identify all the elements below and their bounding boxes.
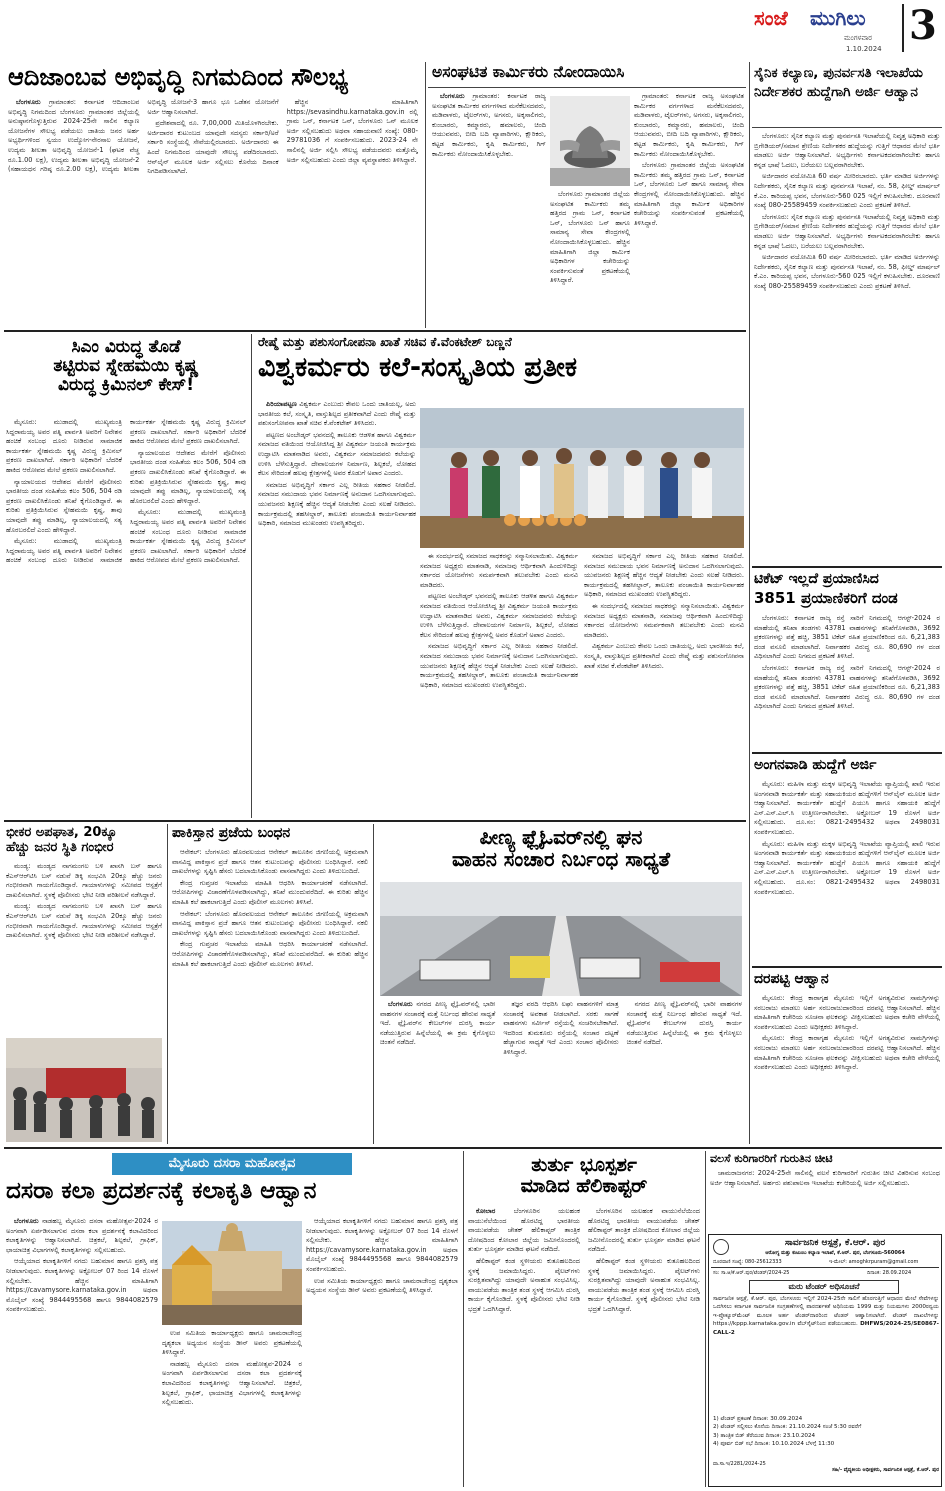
article-ticket: [752, 566, 942, 750]
column-rule: [251, 334, 252, 818]
article-ticket-headline-2: 3851 ಪ್ರಯಾಣಿಕರಿಗೆ ದಂಡ: [754, 588, 898, 607]
article-helicopter-p1: ಬೆಂಗಳೂರಿನ ಯಲಹಂಕ ವಾಯುನೆಲೆಯಿಂದ ಹೊರಟಿದ್ದ ಭಾರತೀಯ ವಾಯುಪಡೆಯ ಚೇತಕ್ ಹೆಲಿಕಾಪ್ಟರ್ ತಾಂತ್ರಿಕ ದೋಷದಿಂದ ಕೋಲಾರ ಜಿಲ್ಲೆಯ ಜಮೀನೊಂದರಲ್ಲಿ ತುರ್ತು ಭೂಸ್ಪರ್ಶ ಮಾಡಿದ ಘಟನೆ ನಡೆದಿದೆ.: [468, 1207, 580, 1254]
notice-migrant-headline: ವಲಸೆ ಕುರಿಗಾರರಿಗೆ ಗುರುತಿನ ಚೀಟಿ: [710, 1152, 833, 1165]
article-dasara: [4, 1151, 460, 1487]
article-accident-headline-1: ಭೀಕರ ಅಪಘಾತ, 20ಕ್ಕೂ: [6, 825, 117, 840]
article-cm-case-p2: ನ್ಯಾಯಾಲಯದ ಆದೇಶದ ಮೇರೆಗೆ ಪೊಲೀಸರು ಭಾರತೀಯ ದಂಡ ಸಂಹಿತೆಯ ಕಲಂ 506, 504 ರಡಿ ಪ್ರಕರಣ ದಾಖಲಿಸಿಕೊಂಡು ತನಿಖೆ ಕೈಗೊಂಡಿದ್ದಾರೆ. ಈ ಕುರಿತು ಪ್ರತಿಕ್ರಿಯಿಸಿರುವ ಸ್ನೇಹಮಯಿ ಕೃಷ್ಣ, ತಾವು ಯಾವುದೇ ತಪ್ಪು ಮಾಡಿಲ್ಲ, ನ್ಯಾಯಾಲಯದಲ್ಲಿ ಸತ್ಯ ಹೊರಬರಲಿದೆ ಎಂದು ಹೇಳಿದ್ದಾರೆ.: [6, 477, 122, 534]
article-helicopter-p2: ಹೆಲಿಕಾಪ್ಟರ್ ಕಂಡ ಸ್ಥಳೀಯರು ಕುತೂಹಲದಿಂದ ಸ್ಥಳಕ್ಕೆ ಜಮಾಯಿಸಿದ್ದರು. ಪೈಲಟ್‌ಗಳು ಸುರಕ್ಷಿತವಾಗಿದ್ದು ಯಾವುದೇ ಅನಾಹುತ ಸಂಭವಿಸಿಲ್ಲ. ವಾಯುಪಡೆಯ ತಾಂತ್ರಿಕ ತಂಡ ಸ್ಥಳಕ್ಕೆ ಆಗಮಿಸಿ ದುರಸ್ತಿ ಕಾರ್ಯ ಕೈಗೊಂಡಿದೆ. ಸ್ಥಳಕ್ಕೆ ಪೊಲೀಸರು ಭೇಟಿ ನೀಡಿ ಭದ್ರತೆ ಒದಗಿಸಿದ್ದಾರೆ.: [468, 1256, 580, 1313]
column-rule: [167, 824, 168, 1144]
article-dasara-p2b: ಆಯ್ಕೆಯಾದ ಕಲಾಕೃತಿಗಳಿಗೆ ನಗದು ಬಹುಮಾನ ಹಾಗೂ ಪ್ರಶಸ್ತಿ ಪತ್ರ ನೀಡಲಾಗುವುದು. ಕಲಾಕೃತಿಗಳನ್ನು ಅಕ್ಟೋಬರ್ 07 ರಿಂದ 14 ರೊಳಗೆ ಸಲ್ಲಿಸಬೇಕು. ಹೆಚ್ಚಿನ ಮಾಹಿತಿಗಾಗಿ https://cavamysore.karnataka.gov.in ಅಥವಾ ಮೊಬೈಲ್ ಸಂಖ್ಯೆ 9844495568 ಹಾಗೂ 9844082579 ಸಂಪರ್ಕಿಸಬಹುದು.: [306, 1217, 458, 1273]
article-vishwakarma-p3: ಸಮಾಜದ ಅಭಿವೃದ್ಧಿಗೆ ಸರ್ಕಾರ ಎಲ್ಲ ರೀತಿಯ ಸಹಕಾರ ನೀಡಲಿದೆ. ಸಮಾಜದ ಸಮುದಾಯ ಭವನ ನಿರ್ಮಾಣಕ್ಕೆ ಅನುದಾನ ಒದಗಿಸಲಾಗುವುದು. ಯುವಜನರು ಶಿಕ್ಷಣಕ್ಕೆ ಹೆಚ್ಚಿನ ಆದ್ಯತೆ ನೀಡಬೇಕು ಎಂದು ಸಲಹೆ ನೀಡಿದರು. ಕಾರ್ಯಕ್ರಮದಲ್ಲಿ ತಹಸೀಲ್ದಾರ್, ತಾಲೂಕು ಪಂಚಾಯಿತಿ ಕಾರ್ಯನಿರ್ವಾಹಕ ಅಧಿಕಾರಿ, ಸಮಾಜದ ಮುಖಂಡರು ಉಪಸ್ಥಿತರಿದ್ದರು.: [258, 480, 416, 528]
ceremony-photo: [420, 408, 744, 548]
tender-ad-schedule-1: 1) ಟೆಂಡರ್ ಪ್ರಕಟಣೆ ದಿನಾಂಕ: 30.09.2024: [713, 1416, 803, 1422]
masthead-logo-part2: ಮುಗಿಲು: [810, 6, 866, 30]
article-accident-headline-2: ಹೆಚ್ಚು ಜನರ ಸ್ಥಿತಿ ಗಂಭೀರ: [6, 839, 114, 855]
tender-ad-schedule-3: 3) ತಾಂತ್ರಿಕ ಬಿಡ್ ತೆರೆಯುವ ದಿನಾಂಕ: 23.10.2024: [713, 1432, 816, 1439]
article-adijambava-p3: ಹೆಚ್ಚಿನ ಮಾಹಿತಿಗಾಗಿ https://sevasindhu.karnataka.gov.in ರಲ್ಲಿ ಗ್ರಾಮ ಒನ್, ಕರ್ನಾಟಕ ಒನ್, ಬೆಂಗಳೂರು ಒನ್ ಮೂಲಕ ಅರ್ಜಿ ಸಲ್ಲಿಸಬಹುದು ಅಥವಾ ಸಹಾಯವಾಣಿ ಸಂಖ್ಯೆ: 080-29781036 ಗೆ ಸಂಪರ್ಕಿಸಬಹುದು. 2023-24 ನೇ ಸಾಲಿನಲ್ಲಿ ಅರ್ಜಿ ಸಲ್ಲಿಸಿ ಸೌಲಭ್ಯ ಪಡೆಯದವರು ಮತ್ತೊಮ್ಮೆ ಅರ್ಜಿ ಸಲ್ಲಿಸಬಹುದು ಎಂದು ಜಿಲ್ಲಾ ವ್ಯವಸ್ಥಾಪಕರು ತಿಳಿಸಿದ್ದಾರೆ.: [286, 98, 418, 164]
tender-ad-phone: ದೂರವಾಣಿ ಸಂಖ್ಯೆ: 080-25612333: [713, 1259, 782, 1265]
article-workers-dateline: ಬೆಂಗಳೂರು: [440, 92, 465, 100]
article-pakistan: [170, 824, 370, 1144]
section-rule: [4, 1147, 942, 1149]
column-rule: [705, 1151, 706, 1487]
article-adijambava-p2: ಪ್ರದೇಶವಾದಲ್ಲಿ ರೂ. 7,00,000 ಮಿತಿಯೊಳಗಿರಬೇಕು. ಅರ್ಜಿದಾರರ ಕುಟುಂಬದ ಯಾವುದೇ ಸದಸ್ಯರು ಸರ್ಕಾರಿ/ಅರೆ ಸರ್ಕಾರಿ ಸಂಸ್ಥೆಯಲ್ಲಿ ಸೇವೆಯಲ್ಲಿರಬಾರದು. ಅರ್ಜಿದಾರರು ಈ ಹಿಂದೆ ನಿಗಮದಿಂದ ಯಾವುದೇ ಸೌಲಭ್ಯ ಪಡೆದಿರಬಾರದು. ಆನ್‌ಲೈನ್ ಮೂಲಕ ಅರ್ಜಿ ಸಲ್ಲಿಸಲು ಕೊನೆಯ ದಿನಾಂಕ ನಿಗದಿಪಡಿಸಲಾಗಿದೆ.: [147, 119, 279, 176]
article-dasara-p1: ನಾಡಹಬ್ಬ ಮೈಸೂರು ದಸರಾ ಮಹೋತ್ಸವ-2024 ರ ಅಂಗವಾಗಿ ಏರ್ಪಡಿಸಲಾಗುವ ದಸರಾ ಕಲಾ ಪ್ರದರ್ಶನಕ್ಕೆ ಕಲಾವಿದರಿಂದ ಕಲಾಕೃತಿಗಳನ್ನು ಆಹ್ವಾನಿಸಲಾಗಿದೆ. ಚಿತ್ರಕಲೆ, ಶಿಲ್ಪಕಲೆ, ಗ್ರಾಫಿಕ್, ಛಾಯಾಚಿತ್ರ ವಿಭಾಗಗಳಲ್ಲಿ ಕಲಾಕೃತಿಗಳನ್ನು ಸಲ್ಲಿಸಬಹುದು.: [6, 1217, 158, 1254]
article-cm-case: [4, 334, 248, 818]
article-dasara-p3: ಉಪ ಸಮಿತಿಯ ಕಾರ್ಯಾಧ್ಯಕ್ಷರು ಹಾಗೂ ಚಾಮರಾಜೇಂದ್ರ ದೃಶ್ಯಕಲಾ ಅಧ್ಯಯನ ಸಂಸ್ಥೆಯ ಡೀನ್ ಅವರು ಪ್ರಕಟಣೆಯಲ್ಲಿ ತಿಳಿಸಿದ್ದಾರೆ.: [306, 1276, 458, 1295]
article-dasara-p2: ಆಯ್ಕೆಯಾದ ಕಲಾಕೃತಿಗಳಿಗೆ ನಗದು ಬಹುಮಾನ ಹಾಗೂ ಪ್ರಶಸ್ತಿ ಪತ್ರ ನೀಡಲಾಗುವುದು. ಕಲಾಕೃತಿಗಳನ್ನು ಅಕ್ಟೋಬರ್ 07 ರಿಂದ 14 ರೊಳಗೆ ಸಲ್ಲಿಸಬೇಕು. ಹೆಚ್ಚಿನ ಮಾಹಿತಿಗಾಗಿ https://cavamysore.karnataka.gov.in ಅಥವಾ ಮೊಬೈಲ್ ಸಂಖ್ಯೆ 9844495568 ಹಾಗೂ 9844082579 ಸಂಪರ್ಕಿಸಬಹುದು.: [6, 1257, 158, 1314]
article-vishwakarma-dateline: ಪಿರಿಯಾಪಟ್ಟಣ: [266, 400, 297, 408]
article-helicopter-p1b: ಬೆಂಗಳೂರಿನ ಯಲಹಂಕ ವಾಯುನೆಲೆಯಿಂದ ಹೊರಟಿದ್ದ ಭಾರತೀಯ ವಾಯುಪಡೆಯ ಚೇತಕ್ ಹೆಲಿಕಾಪ್ಟರ್ ತಾಂತ್ರಿಕ ದೋಷದಿಂದ ಕೋಲಾರ ಜಿಲ್ಲೆಯ ಜಮೀನೊಂದರಲ್ಲಿ ತುರ್ತು ಭೂಸ್ಪರ್ಶ ಮಾಡಿದ ಘಟನೆ ನಡೆದಿದೆ.: [588, 1207, 700, 1254]
article-workers-p1: ಗ್ರಾಮಾಂತರ: ಕರ್ನಾಟಕ ರಾಜ್ಯ ಅಸಂಘಟಿತ ಕಾರ್ಮಿಕರ ವರ್ಗಗಳಾದ ಮನೆಕೆಲಸದವರು, ಮಡಿವಾಳರು, ಟೈಲರ್‌ಗಳು, ಅಗಸರು, ಅಕ್ಕಸಾಲಿಗರು, ಕುಂಬಾರರು, ಕಮ್ಮಾರರು, ಹಮಾಲರು, ಚಿಂದಿ ಆಯುವವರು, ಬೀದಿ ಬದಿ ವ್ಯಾಪಾರಿಗಳು, ಕ್ಷೌರಿಕರು, ಕಟ್ಟಡ ಕಾರ್ಮಿಕರು, ಕೃಷಿ ಕಾರ್ಮಿಕರು, ಗಿಗ್ ಕಾರ್ಮಿಕರು ನೋಂದಾಯಿಸಿಕೊಳ್ಳಬೇಕು.: [432, 92, 546, 158]
article-tender-notice-p1b: ಮೈಸೂರು: ಕೇಂದ್ರ ಕಾರಾಗೃಹ ಮೈಸೂರು ಇಲ್ಲಿಗೆ ಅಗತ್ಯವಿರುವ ಸಾಮಗ್ರಿಗಳನ್ನು ಸರಬರಾಜು ಮಾಡಲು ಅರ್ಹ ಸರಬರಾಜುದಾರರಿಂದ ದರಪಟ್ಟಿ ಆಹ್ವಾನಿಸಲಾಗಿದೆ. ಹೆಚ್ಚಿನ ಮಾಹಿತಿಗಾಗಿ ಕಚೇರಿಯ ಸೂಚನಾ ಫಲಕವನ್ನು ವೀಕ್ಷಿಸಬಹುದು ಅಥವಾ ಕಚೇರಿ ವೇಳೆಯಲ್ಲಿ ಸಂಪರ್ಕಿಸಬಹುದು ಎಂದು ಅಧೀಕ್ಷಕರು ತಿಳಿಸಿದ್ದಾರೆ.: [754, 1034, 940, 1072]
article-flyover: [376, 824, 746, 1144]
article-vishwakarma-headline: ವಿಶ್ವಕರ್ಮರು ಕಲೆ-ಸಂಸ್ಕೃತಿಯ ಪ್ರತೀಕ: [258, 352, 578, 384]
column-rule: [749, 62, 750, 1144]
article-cm-case-headline-3: ವಿರುದ್ಧ ಕ್ರಿಮಿನಲ್ ಕೇಸ್!: [58, 375, 194, 396]
article-anganwadi-headline: ಅಂಗನವಾಡಿ ಹುದ್ದೆಗೆ ಅರ್ಜಿ: [754, 757, 877, 773]
article-workers-p2b: ಗ್ರಾಮಾಂತರ: ಕರ್ನಾಟಕ ರಾಜ್ಯ ಅಸಂಘಟಿತ ಕಾರ್ಮಿಕರ ವರ್ಗಗಳಾದ ಮನೆಕೆಲಸದವರು, ಮಡಿವಾಳರು, ಟೈಲರ್‌ಗಳು, ಅಗಸರು, ಅಕ್ಕಸಾಲಿಗರು, ಕುಂಬಾರರು, ಕಮ್ಮಾರರು, ಹಮಾಲರು, ಚಿಂದಿ ಆಯುವವರು, ಬೀದಿ ಬದಿ ವ್ಯಾಪಾರಿಗಳು, ಕ್ಷೌರಿಕರು, ಕಟ್ಟಡ ಕಾರ್ಮಿಕರು, ಕೃಷಿ ಕಾರ್ಮಿಕರು, ಗಿಗ್ ಕಾರ್ಮಿಕರು ನೋಂದಾಯಿಸಿಕೊಳ್ಳಬೇಕು.: [634, 92, 744, 158]
article-dasara-p3b: ಉಪ ಸಮಿತಿಯ ಕಾರ್ಯಾಧ್ಯಕ್ಷರು ಹಾಗೂ ಚಾಮರಾಜೇಂದ್ರ ದೃಶ್ಯಕಲಾ ಅಧ್ಯಯನ ಸಂಸ್ಥೆಯ ಡೀನ್ ಅವರು ಪ್ರಕಟಣೆಯಲ್ಲಿ ತಿಳಿಸಿದ್ದಾರೆ.: [162, 1329, 302, 1357]
article-workers-headline: ಅಸಂಘಟಿತ ಕಾರ್ಮಿಕರು ನೋಂದಾಯಿಸಿ: [428, 62, 746, 88]
article-flyover-p1: ನಗರದ ಪೀಣ್ಯ ಫ್ಲೈಓವರ್‌ನಲ್ಲಿ ಭಾರೀ ವಾಹನಗಳ ಸಂಚಾರಕ್ಕೆ ಮತ್ತೆ ನಿರ್ಬಂಧ ಹೇರುವ ಸಾಧ್ಯತೆ ಇದೆ. ಫ್ಲೈಓವರ್‌ನ ಕೇಬಲ್‌ಗಳ ದುರಸ್ತಿ ಕಾರ್ಯ ನಡೆಯುತ್ತಿರುವ ಹಿನ್ನೆಲೆಯಲ್ಲಿ ಈ ಕ್ರಮ ಕೈಗೊಳ್ಳಲು ಚಿಂತನೆ ನಡೆದಿದೆ.: [380, 1000, 496, 1047]
dasara-tag: ಮೈಸೂರು ದಸರಾ ಮಹೋತ್ಸವ: [112, 1153, 352, 1175]
article-tender-notice-p1: ಮೈಸೂರು: ಕೇಂದ್ರ ಕಾರಾಗೃಹ ಮೈಸೂರು ಇಲ್ಲಿಗೆ ಅಗತ್ಯವಿರುವ ಸಾಮಗ್ರಿಗಳನ್ನು ಸರಬರಾಜು ಮಾಡಲು ಅರ್ಹ ಸರಬರಾಜುದಾರರಿಂದ ದರಪಟ್ಟಿ ಆಹ್ವಾನಿಸಲಾಗಿದೆ. ಹೆಚ್ಚಿನ ಮಾಹಿತಿಗಾಗಿ ಕಚೇರಿಯ ಸೂಚನಾ ಫಲಕವನ್ನು ವೀಕ್ಷಿಸಬಹುದು ಅಥವಾ ಕಚೇರಿ ವೇಳೆಯಲ್ಲಿ ಸಂಪರ್ಕಿಸಬಹುದು ಎಂದು ಅಧೀಕ್ಷಕರು ತಿಳಿಸಿದ್ದಾರೆ.: [754, 994, 940, 1031]
article-dasara-headline: ದಸರಾ ಕಲಾ ಪ್ರದರ್ಶನಕ್ಕೆ ಕಲಾಕೃತಿ ಆಹ್ವಾನ: [6, 1178, 317, 1204]
tender-ad-footer: ವಾ.ಸಾ.ಇ/2281/2024-25: [713, 1461, 766, 1467]
article-flyover-dateline: ಬೆಂಗಳೂರು: [388, 1000, 413, 1008]
article-vishwakarma-p3b: ಸಮಾಜದ ಅಭಿವೃದ್ಧಿಗೆ ಸರ್ಕಾರ ಎಲ್ಲ ರೀತಿಯ ಸಹಕಾರ ನೀಡಲಿದೆ. ಸಮಾಜದ ಸಮುದಾಯ ಭವನ ನಿರ್ಮಾಣಕ್ಕೆ ಅನುದಾನ ಒದಗಿಸಲಾಗುವುದು. ಯುವಜನರು ಶಿಕ್ಷಣಕ್ಕೆ ಹೆಚ್ಚಿನ ಆದ್ಯತೆ ನೀಡಬೇಕು ಎಂದು ಸಲಹೆ ನೀಡಿದರು. ಕಾರ್ಯಕ್ರಮದಲ್ಲಿ ತಹಸೀಲ್ದಾರ್, ತಾಲೂಕು ಪಂಚಾಯಿತಿ ಕಾರ್ಯನಿರ್ವಾಹಕ ಅಧಿಕಾರಿ, ಸಮಾಜದ ಮುಖಂಡರು ಉಪಸ್ಥಿತರಿದ್ದರು.: [420, 642, 578, 689]
article-workers-p2a: ಬೆಂಗಳೂರು ಗ್ರಾಮಾಂತರ ಜಿಲ್ಲೆಯ ಅಸಂಘಟಿತ ಕಾರ್ಮಿಕರು ತಮ್ಮ ಹತ್ತಿರದ ಗ್ರಾಮ ಒನ್, ಕರ್ನಾಟಕ ಒನ್, ಬೆಂಗಳೂರು ಒನ್ ಹಾಗೂ ಸಾಮಾನ್ಯ ಸೇವಾ ಕೇಂದ್ರಗಳಲ್ಲಿ ನೋಂದಾಯಿಸಿಕೊಳ್ಳಬಹುದು. ಹೆಚ್ಚಿನ ಮಾಹಿತಿಗಾಗಿ ಜಿಲ್ಲಾ ಕಾರ್ಮಿಕ ಅಧಿಕಾರಿಗಳ ಕಚೇರಿಯನ್ನು ಸಂಪರ್ಕಿಸುವಂತೆ ಪ್ರಕಟಣೆಯಲ್ಲಿ ತಿಳಿಸಿದ್ದಾರೆ.: [550, 190, 630, 285]
article-helicopter-headline-1: ತುರ್ತು ಭೂಸ್ಪರ್ಶ: [531, 1154, 637, 1176]
potter-photo: [550, 96, 630, 186]
article-dasara-p1b: ನಾಡಹಬ್ಬ ಮೈಸೂರು ದಸರಾ ಮಹೋತ್ಸವ-2024 ರ ಅಂಗವಾಗಿ ಏರ್ಪಡಿಸಲಾಗುವ ದಸರಾ ಕಲಾ ಪ್ರದರ್ಶನಕ್ಕೆ ಕಲಾವಿದರಿಂದ ಕಲಾಕೃತಿಗಳನ್ನು ಆಹ್ವಾನಿಸಲಾಗಿದೆ. ಚಿತ್ರಕಲೆ, ಶಿಲ್ಪಕಲೆ, ಗ್ರಾಫಿಕ್, ಛಾಯಾಚಿತ್ರ ವಿಭಾಗಗಳಲ್ಲಿ ಕಲಾಕೃತಿಗಳನ್ನು ಸಲ್ಲಿಸಬಹುದು.: [162, 1359, 302, 1407]
tender-ad-date: ದಿನಾಂಕ: 28.09.2024: [867, 1270, 912, 1276]
palace-photo: [162, 1221, 302, 1325]
article-pakistan-p1b: ಆನೇಕಲ್: ಬೆಂಗಳೂರು ಹೊರವಲಯದ ಆನೇಕಲ್ ತಾಲೂಕಿನ ಜಿಗಣಿಯಲ್ಲಿ ಅಕ್ರಮವಾಗಿ ವಾಸವಿದ್ದ ಪಾಕಿಸ್ತಾನ ಪ್ರಜೆ ಹಾಗೂ ಆತನ ಕುಟುಂಬವನ್ನು ಪೊಲೀಸರು ಬಂಧಿಸಿದ್ದಾರೆ. ನಕಲಿ ದಾಖಲೆಗಳನ್ನು ಸೃಷ್ಟಿಸಿ ಹೆಸರು ಬದಲಾಯಿಸಿಕೊಂಡು ವಾಸವಾಗಿದ್ದರು ಎಂದು ತಿಳಿದುಬಂದಿದೆ.: [172, 909, 368, 937]
article-vishwakarma: [254, 334, 746, 818]
article-vishwakarma-p2b: ಪಟ್ಟಣದ ಅಂಬೇಡ್ಕರ್ ಭವನದಲ್ಲಿ ತಾಲೂಕು ಆಡಳಿತ ಹಾಗೂ ವಿಶ್ವಕರ್ಮ ಸಮಾಜದ ವತಿಯಿಂದ ಆಯೋಜಿಸಿದ್ದ ಶ್ರೀ ವಿಶ್ವಕರ್ಮ ಜಯಂತಿ ಕಾರ್ಯಕ್ರಮ ಉದ್ಘಾಟಿಸಿ ಮಾತನಾಡಿದ ಅವರು, ವಿಶ್ವಕರ್ಮ ಸಮಾಜದವರು ಕಲೆಯನ್ನು ಉಳಿಸಿ ಬೆಳೆಸುತ್ತಿದ್ದಾರೆ. ದೇವಾಲಯಗಳ ನಿರ್ಮಾಣ, ಶಿಲ್ಪಕಲೆ, ಲೋಹದ ಕೆಲಸ ಸೇರಿದಂತೆ ಹಲವು ಕ್ಷೇತ್ರಗಳಲ್ಲಿ ಅವರ ಕೊಡುಗೆ ಅಪಾರ ಎಂದರು.: [420, 592, 578, 639]
article-ticket-p1b: ಬೆಂಗಳೂರು: ಕರ್ನಾಟಕ ರಾಜ್ಯ ರಸ್ತೆ ಸಾರಿಗೆ ನಿಗಮದಲ್ಲಿ ಆಗಸ್ಟ್-2024 ರ ಮಾಹೆಯಲ್ಲಿ ತನಿಖಾ ತಂಡಗಳು 43781 ವಾಹನಗಳನ್ನು ತನಿಖೆಗೊಳಪಡಿಸಿ, 3692 ಪ್ರಕರಣಗಳನ್ನು ಪತ್ತೆ ಹಚ್ಚಿ, 3851 ಟಿಕೆಟ್ ರಹಿತ ಪ್ರಯಾಣಿಕರಿಂದ ರೂ. 6,21,383 ದಂಡ ವಸೂಲಿ ಮಾಡಲಾಗಿದೆ. ನಿರ್ವಾಹಕರ ವಿರುದ್ಧ ರೂ. 80,690 ಗಳ ದಂಡ ವಿಧಿಸಲಾಗಿದೆ ಎಂದು ನಿಗಮದ ಪ್ರಕಟಣೆ ತಿಳಿಸಿದೆ.: [754, 663, 940, 711]
column-rule: [373, 824, 374, 1144]
column-rule: [425, 62, 426, 328]
article-accident-p1: ಮಂಡ್ಯ: ಮಂಡ್ಯದ ನಾಗಮಂಗಲ ಬಳಿ ಖಾಸಗಿ ಬಸ್ ಹಾಗೂ ಕೆಎಸ್‌ಆರ್‌ಟಿಸಿ ಬಸ್ ನಡುವೆ ಡಿಕ್ಕಿ ಸಂಭವಿಸಿ 20ಕ್ಕೂ ಹೆಚ್ಚು ಜನರು ಗಂಭೀರವಾಗಿ ಗಾಯಗೊಂಡಿದ್ದಾರೆ. ಗಾಯಾಳುಗಳನ್ನು ಸಮೀಪದ ಆಸ್ಪತ್ರೆಗೆ ದಾಖಲಿಸಲಾಗಿದೆ. ಸ್ಥಳಕ್ಕೆ ಪೊಲೀಸರು ಭೇಟಿ ನೀಡಿ ಪರಿಶೀಲನೆ ನಡೆಸಿದ್ದಾರೆ.: [6, 862, 162, 899]
article-vishwakarma-p2: ಪಟ್ಟಣದ ಅಂಬೇಡ್ಕರ್ ಭವನದಲ್ಲಿ ತಾಲೂಕು ಆಡಳಿತ ಹಾಗೂ ವಿಶ್ವಕರ್ಮ ಸಮಾಜದ ವತಿಯಿಂದ ಆಯೋಜಿಸಿದ್ದ ಶ್ರೀ ವಿಶ್ವಕರ್ಮ ಜಯಂತಿ ಕಾರ್ಯಕ್ರಮ ಉದ್ಘಾಟಿಸಿ ಮಾತನಾಡಿದ ಅವರು, ವಿಶ್ವಕರ್ಮ ಸಮಾಜದವರು ಕಲೆಯನ್ನು ಉಳಿಸಿ ಬೆಳೆಸುತ್ತಿದ್ದಾರೆ. ದೇವಾಲಯಗಳ ನಿರ್ಮಾಣ, ಶಿಲ್ಪಕಲೆ, ಲೋಹದ ಕೆಲಸ ಸೇರಿದಂತೆ ಹಲವು ಕ್ಷೇತ್ರಗಳಲ್ಲಿ ಅವರ ಕೊಡುಗೆ ಅಪಾರ ಎಂದರು.: [258, 430, 416, 478]
tender-ad-signature: ಸಹಿ/- ವೈದ್ಯಕೀಯ ಅಧೀಕ್ಷಕರು, ಸಾರ್ವಜನಿಕ ಆಸ್ಪತ್ರೆ, ಕೆ.ಆರ್. ಪುರ: [832, 1467, 939, 1473]
flyover-photo: [380, 882, 742, 996]
article-adijambava-headline: ಆದಿಜಾಂಬವ ಅಭಿವೃದ್ಧಿ ನಿಗಮದಿಂದ ಸೌಲಭ್ಯ: [8, 63, 349, 91]
article-adijambava: [4, 62, 422, 328]
article-welfare-p1b: ಬೆಂಗಳೂರು: ಸೈನಿಕ ಕಲ್ಯಾಣ ಮತ್ತು ಪುನರ್ವಸತಿ ಇಲಾಖೆಯಲ್ಲಿ ನಿವೃತ್ತ ಅಧಿಕಾರಿ ಮತ್ತು ಬ್ರಿಗೇಡಿಯರ್/ಸಮಾನ ಶ್ರೇಣಿಯ ನಿರ್ದೇಶಕರ ಹುದ್ದೆಯನ್ನು ಗುತ್ತಿಗೆ ಆಧಾರದ ಮೇಲೆ ಭರ್ತಿ ಮಾಡಲು ಅರ್ಜಿ ಆಹ್ವಾನಿಸಲಾಗಿದೆ. ಅಭ್ಯರ್ಥಿಗಳು ಕರ್ನಾಟಕದವರಾಗಿರಬೇಕು ಹಾಗೂ ಕನ್ನಡ ಭಾಷೆ ಓದಲು, ಬರೆಯಲು ಬಲ್ಲವರಾಗಿರಬೇಕು.: [754, 212, 940, 250]
tender-ad-number: DHFWS/2024-25/SE0867-CALL-2: [713, 1321, 939, 1336]
article-cm-case-p1: ಮೈಸೂರು: ಮುಡಾದಲ್ಲಿ ಮುಖ್ಯಮಂತ್ರಿ ಸಿದ್ದರಾಮಯ್ಯ ಅವರ ಪತ್ನಿ ಪಾರ್ವತಿ ಅವರಿಗೆ ನಿವೇಶನ ಹಂಚಿಕೆ ಸಂಬಂಧ ದೂರು ನೀಡಿರುವ ಸಾಮಾಜಿಕ ಕಾರ್ಯಕರ್ತ ಸ್ನೇಹಮಯಿ ಕೃಷ್ಣ ವಿರುದ್ಧ ಕ್ರಿಮಿನಲ್ ಪ್ರಕರಣ ದಾಖಲಾಗಿದೆ. ಸರ್ಕಾರಿ ಅಧಿಕಾರಿಗೆ ಬೆದರಿಕೆ ಹಾಕಿದ ಆರೋಪದ ಮೇಲೆ ಪ್ರಕರಣ ದಾಖಲಿಸಲಾಗಿದೆ.: [6, 418, 122, 474]
tender-ad-schedule-4: 4) ಪೂರ್ವ ಬಿಡ್ ಸಭೆ ದಿನಾಂಕ: 10.10.2024 ಬೆಳಗ್ಗೆ 11:30: [713, 1441, 835, 1448]
notice-migrant: [708, 1151, 942, 1231]
article-ticket-p1: ಬೆಂಗಳೂರು: ಕರ್ನಾಟಕ ರಾಜ್ಯ ರಸ್ತೆ ಸಾರಿಗೆ ನಿಗಮದಲ್ಲಿ ಆಗಸ್ಟ್-2024 ರ ಮಾಹೆಯಲ್ಲಿ ತನಿಖಾ ತಂಡಗಳು 43781 ವಾಹನಗಳನ್ನು ತನಿಖೆಗೊಳಪಡಿಸಿ, 3692 ಪ್ರಕರಣಗಳನ್ನು ಪತ್ತೆ ಹಚ್ಚಿ, 3851 ಟಿಕೆಟ್ ರಹಿತ ಪ್ರಯಾಣಿಕರಿಂದ ರೂ. 6,21,383 ದಂಡ ವಸೂಲಿ ಮಾಡಲಾಗಿದೆ. ನಿರ್ವಾಹಕರ ವಿರುದ್ಧ ರೂ. 80,690 ಗಳ ದಂಡ ವಿಧಿಸಲಾಗಿದೆ ಎಂದು ನಿಗಮದ ಪ್ರಕಟಣೆ ತಿಳಿಸಿದೆ.: [754, 614, 940, 661]
article-pakistan-p2b: ಕೇಂದ್ರ ಗುಪ್ತಚರ ಇಲಾಖೆಯ ಮಾಹಿತಿ ಆಧರಿಸಿ ಕಾರ್ಯಾಚರಣೆ ನಡೆಸಲಾಗಿದೆ. ಆರೋಪಿಗಳನ್ನು ವಿಚಾರಣೆಗೊಳಪಡಿಸಲಾಗಿದ್ದು, ತನಿಖೆ ಮುಂದುವರೆದಿದೆ. ಈ ಕುರಿತು ಹೆಚ್ಚಿನ ಮಾಹಿತಿ ಕಲೆ ಹಾಕಲಾಗುತ್ತಿದೆ ಎಂದು ಪೊಲೀಸ್ ಮೂಲಗಳು ತಿಳಿಸಿವೆ.: [172, 940, 368, 968]
article-welfare-p2: ಅರ್ಜಿದಾರರ ವಯೋಮಿತಿ 60 ವರ್ಷ ಮೀರಿರಬಾರದು. ಭರ್ತಿ ಮಾಡಿದ ಅರ್ಜಿಗಳನ್ನು ನಿರ್ದೇಶಕರು, ಸೈನಿಕ ಕಲ್ಯಾಣ ಮತ್ತು ಪುನರ್ವಸತಿ ಇಲಾಖೆ, ನಂ. 58, ಫೀಲ್ಡ್ ಮಾರ್ಷಲ್ ಕೆ.ಎಂ. ಕಾರಿಯಪ್ಪ ಭವನ, ಬೆಂಗಳೂರು-560 025 ಇಲ್ಲಿಗೆ ಕಳುಹಿಸಬೇಕು. ದೂರವಾಣಿ ಸಂಖ್ಯೆ 080-25589459 ಸಂಪರ್ಕಿಸಬಹುದು ಎಂದು ಪ್ರಕಟಣೆ ತಿಳಿಸಿದೆ.: [754, 172, 940, 210]
tender-ad-body: ಸಾರ್ವಜನಿಕ ಆಸ್ಪತ್ರೆ, ಕೆ.ಆರ್. ಪುರ, ಬೆಂಗಳೂರು ಇಲ್ಲಿಗೆ 2024-25ನೇ ಸಾಲಿಗೆ ಹೊರಗುತ್ತಿಗೆ ಆಧಾರದ ಮೇಲೆ ಸೇವೆಗಳನ್ನು ಒದಗಿಸಲು ಕರ್ನಾಟಕ ಸಾರ್ವಜನಿಕ ಸಂಗ್ರಹಣೆಗಳಲ್ಲಿ ಪಾರದರ್ಶಕತೆ ಅಧಿನಿಯಮ 1999 ಮತ್ತು ನಿಯಮಗಳು 2000ರನ್ವಯ ಇ-ಪ್ರೊಕ್ಯೂರ್‌ಮೆಂಟ್ ಮೂಲಕ ಅರ್ಹ ಟೆಂಡರ್‌ದಾರರಿಂದ ಟೆಂಡರ್ ಆಹ್ವಾನಿಸಲಾಗಿದೆ. ಟೆಂಡರ್ ದಾಖಲೆಗಳನ್ನು https://kppp.karnataka.gov.in ವೆಬ್‌ಸೈಟ್‌ನಿಂದ ಪಡೆಯಬಹುದು.: [713, 1296, 939, 1328]
page-number: 3: [909, 4, 937, 49]
article-tender-notice: [752, 966, 942, 1144]
article-flyover-p2: ತಜ್ಞರ ವರದಿ ಆಧರಿಸಿ ಲಘು ವಾಹನಗಳಿಗೆ ಮಾತ್ರ ಸಂಚಾರಕ್ಕೆ ಅವಕಾಶ ನೀಡಲಾಗಿದೆ. ಸರಕು ಸಾಗಣೆ ವಾಹನಗಳು ಸರ್ವೀಸ್ ರಸ್ತೆಯಲ್ಲಿ ಸಂಚರಿಸಬೇಕಾಗಿದೆ. ಇದರಿಂದ ತುಮಕೂರು ರಸ್ತೆಯಲ್ಲಿ ಸಂಚಾರ ದಟ್ಟಣೆ ಹೆಚ್ಚಾಗುವ ಸಾಧ್ಯತೆ ಇದೆ ಎಂದು ಸಂಚಾರ ಪೊಲೀಸರು ತಿಳಿಸಿದ್ದಾರೆ.: [503, 1000, 619, 1056]
article-cm-case-p2b: ನ್ಯಾಯಾಲಯದ ಆದೇಶದ ಮೇರೆಗೆ ಪೊಲೀಸರು ಭಾರತೀಯ ದಂಡ ಸಂಹಿತೆಯ ಕಲಂ 506, 504 ರಡಿ ಪ್ರಕರಣ ದಾಖಲಿಸಿಕೊಂಡು ತನಿಖೆ ಕೈಗೊಂಡಿದ್ದಾರೆ. ಈ ಕುರಿತು ಪ್ರತಿಕ್ರಿಯಿಸಿರುವ ಸ್ನೇಹಮಯಿ ಕೃಷ್ಣ, ತಾವು ಯಾವುದೇ ತಪ್ಪು ಮಾಡಿಲ್ಲ, ನ್ಯಾಯಾಲಯದಲ್ಲಿ ಸತ್ಯ ಹೊರಬರಲಿದೆ ಎಂದು ಹೇಳಿದ್ದಾರೆ.: [130, 448, 246, 505]
masthead-day: ಮಂಗಳವಾರ: [844, 34, 873, 42]
article-accident: [4, 824, 164, 1144]
article-anganwadi-p1b: ಮೈಸೂರು: ಮಹಿಳಾ ಮತ್ತು ಮಕ್ಕಳ ಅಭಿವೃದ್ಧಿ ಇಲಾಖೆಯ ವ್ಯಾಪ್ತಿಯಲ್ಲಿ ಖಾಲಿ ಇರುವ ಅಂಗನವಾಡಿ ಕಾರ್ಯಕರ್ತೆ ಮತ್ತು ಸಹಾಯಕಿಯರ ಹುದ್ದೆಗಳಿಗೆ ಆನ್‌ಲೈನ್ ಮೂಲಕ ಅರ್ಜಿ ಆಹ್ವಾನಿಸಲಾಗಿದೆ. ಕಾರ್ಯಕರ್ತೆ ಹುದ್ದೆಗೆ ಪಿಯುಸಿ ಹಾಗೂ ಸಹಾಯಕಿ ಹುದ್ದೆಗೆ ಎಸ್.ಎಸ್.ಎಲ್.ಸಿ ಉತ್ತೀರ್ಣರಾಗಿರಬೇಕು. ಅಕ್ಟೋಬರ್ 19 ರೊಳಗೆ ಅರ್ಜಿ ಸಲ್ಲಿಸಬಹುದು. ದೂ.ಸಂ: 0821-2495432 ಅಥವಾ 2498031 ಸಂಪರ್ಕಿಸಬಹುದು.: [754, 839, 940, 896]
notice-migrant-p1: ಚಾಮರಾಜನಗರ: 2024-25ನೇ ಸಾಲಿನಲ್ಲಿ ವಲಸೆ ಕುರಿಗಾರರಿಗೆ ಗುರುತಿನ ಚೀಟಿ ವಿತರಿಸುವ ಸಂಬಂಧ ಅರ್ಜಿ ಆಹ್ವಾನಿಸಲಾಗಿದೆ. ಅರ್ಹರು ಪಶುಪಾಲನಾ ಇಲಾಖೆಯ ಕಚೇರಿಯಲ್ಲಿ ಅರ್ಜಿ ಸಲ್ಲಿಸಬಹುದು.: [710, 1169, 940, 1187]
article-flyover-headline-1: ಪೀಣ್ಯ ಫ್ಲೈಓವರ್‌ನಲ್ಲಿ ಘನ: [479, 825, 643, 849]
article-vishwakarma-kicker: ರೇಷ್ಮೆ ಮತ್ತು ಪಶುಸಂಗೋಪನಾ ಖಾತೆ ಸಚಿವ ಕೆ.ವೆಂಕಟೇಶ್ ಬಣ್ಣನೆ: [258, 335, 512, 349]
article-ticket-headline-1: ಟಿಕೆಟ್ ಇಲ್ಲದೆ ಪ್ರಯಾಣಿಸಿದ: [754, 571, 879, 587]
article-pakistan-p1: ಆನೇಕಲ್: ಬೆಂಗಳೂರು ಹೊರವಲಯದ ಆನೇಕಲ್ ತಾಲೂಕಿನ ಜಿಗಣಿಯಲ್ಲಿ ಅಕ್ರಮವಾಗಿ ವಾಸವಿದ್ದ ಪಾಕಿಸ್ತಾನ ಪ್ರಜೆ ಹಾಗೂ ಆತನ ಕುಟುಂಬವನ್ನು ಪೊಲೀಸರು ಬಂಧಿಸಿದ್ದಾರೆ. ನಕಲಿ ದಾಖಲೆಗಳನ್ನು ಸೃಷ್ಟಿಸಿ ಹೆಸರು ಬದಲಾಯಿಸಿಕೊಂಡು ವಾಸವಾಗಿದ್ದರು ಎಂದು ತಿಳಿದುಬಂದಿದೆ.: [172, 848, 368, 876]
tender-ad-title-2: ಆರೋಗ್ಯ ಮತ್ತು ಕುಟುಂಬ ಕಲ್ಯಾಣ ಇಲಾಖೆ, ಕೆ.ಆರ್. ಪುರ, ಬೆಂಗಳೂರು-560064: [765, 1250, 905, 1256]
article-tender-notice-headline: ದರಪಟ್ಟಿ ಆಹ್ವಾನ: [754, 971, 829, 987]
article-flyover-p1b: ನಗರದ ಪೀಣ್ಯ ಫ್ಲೈಓವರ್‌ನಲ್ಲಿ ಭಾರೀ ವಾಹನಗಳ ಸಂಚಾರಕ್ಕೆ ಮತ್ತೆ ನಿರ್ಬಂಧ ಹೇರುವ ಸಾಧ್ಯತೆ ಇದೆ. ಫ್ಲೈಓವರ್‌ನ ಕೇಬಲ್‌ಗಳ ದುರಸ್ತಿ ಕಾರ್ಯ ನಡೆಯುತ್ತಿರುವ ಹಿನ್ನೆಲೆಯಲ್ಲಿ ಈ ಕ್ರಮ ಕೈಗೊಳ್ಳಲು ಚಿಂತನೆ ನಡೆದಿದೆ.: [626, 1000, 742, 1047]
article-welfare-p1: ಬೆಂಗಳೂರು: ಸೈನಿಕ ಕಲ್ಯಾಣ ಮತ್ತು ಪುನರ್ವಸತಿ ಇಲಾಖೆಯಲ್ಲಿ ನಿವೃತ್ತ ಅಧಿಕಾರಿ ಮತ್ತು ಬ್ರಿಗೇಡಿಯರ್/ಸಮಾನ ಶ್ರೇಣಿಯ ನಿರ್ದೇಶಕರ ಹುದ್ದೆಯನ್ನು ಗುತ್ತಿಗೆ ಆಧಾರದ ಮೇಲೆ ಭರ್ತಿ ಮಾಡಲು ಅರ್ಜಿ ಆಹ್ವಾನಿಸಲಾಗಿದೆ. ಅಭ್ಯರ್ಥಿಗಳು ಕರ್ನಾಟಕದವರಾಗಿರಬೇಕು ಹಾಗೂ ಕನ್ನಡ ಭಾಷೆ ಓದಲು, ಬರೆಯಲು ಬಲ್ಲವರಾಗಿರಬೇಕು.: [754, 132, 940, 169]
tender-ad-ref: ಸಂ: ಸಾ.ಆ/ಕೆ.ಆರ್.ಪುರ/ಟೆಂಡರ್/2024-25: [713, 1270, 790, 1276]
article-anganwadi-p1: ಮೈಸೂರು: ಮಹಿಳಾ ಮತ್ತು ಮಕ್ಕಳ ಅಭಿವೃದ್ಧಿ ಇಲಾಖೆಯ ವ್ಯಾಪ್ತಿಯಲ್ಲಿ ಖಾಲಿ ಇರುವ ಅಂಗನವಾಡಿ ಕಾರ್ಯಕರ್ತೆ ಮತ್ತು ಸಹಾಯಕಿಯರ ಹುದ್ದೆಗಳಿಗೆ ಆನ್‌ಲೈನ್ ಮೂಲಕ ಅರ್ಜಿ ಆಹ್ವಾನಿಸಲಾಗಿದೆ. ಕಾರ್ಯಕರ್ತೆ ಹುದ್ದೆಗೆ ಪಿಯುಸಿ ಹಾಗೂ ಸಹಾಯಕಿ ಹುದ್ದೆಗೆ ಎಸ್.ಎಸ್.ಎಲ್.ಸಿ ಉತ್ತೀರ್ಣರಾಗಿರಬೇಕು. ಅಕ್ಟೋಬರ್ 19 ರೊಳಗೆ ಅರ್ಜಿ ಸಲ್ಲಿಸಬಹುದು. ದೂ.ಸಂ: 0821-2495432 ಅಥವಾ 2498031 ಸಂಪರ್ಕಿಸಬಹುದು.: [754, 780, 940, 836]
article-dasara-dateline: ಬೆಂಗಳೂರು: [14, 1217, 39, 1225]
article-welfare: [752, 62, 942, 562]
article-pakistan-p2: ಕೇಂದ್ರ ಗುಪ್ತಚರ ಇಲಾಖೆಯ ಮಾಹಿತಿ ಆಧರಿಸಿ ಕಾರ್ಯಾಚರಣೆ ನಡೆಸಲಾಗಿದೆ. ಆರೋಪಿಗಳನ್ನು ವಿಚಾರಣೆಗೊಳಪಡಿಸಲಾಗಿದ್ದು, ತನಿಖೆ ಮುಂದುವರೆದಿದೆ. ಈ ಕುರಿತು ಹೆಚ್ಚಿನ ಮಾಹಿತಿ ಕಲೆ ಹಾಕಲಾಗುತ್ತಿದೆ ಎಂದು ಪೊಲೀಸ್ ಮೂಲಗಳು ತಿಳಿಸಿವೆ.: [172, 878, 368, 906]
article-vishwakarma-p1b: ವಿಶ್ವಕರ್ಮ ಎಂಬುದು ಕೇವಲ ಒಂದು ಜಾತಿಯಲ್ಲ, ಅದು ಭಾರತೀಯ ಕಲೆ, ಸಂಸ್ಕೃತಿ, ವಾಸ್ತುಶಿಲ್ಪದ ಪ್ರತೀಕವಾಗಿದೆ ಎಂದು ರೇಷ್ಮೆ ಮತ್ತು ಪಶುಸಂಗೋಪನಾ ಖಾತೆ ಸಚಿವ ಕೆ.ವೆಂಕಟೇಶ್ ತಿಳಿಸಿದರು.: [584, 642, 744, 670]
article-helicopter: [466, 1151, 702, 1487]
tender-ad-email: ಇ-ಮೇಲ್: amoghkrpuram@gmail.com: [829, 1259, 919, 1265]
tender-ad-notice-title: ಮರು ಟೆಂಡರ್ ಅಧಿಸೂಚನೆ: [749, 1280, 899, 1294]
article-vishwakarma-p3c: ಸಮಾಜದ ಅಭಿವೃದ್ಧಿಗೆ ಸರ್ಕಾರ ಎಲ್ಲ ರೀತಿಯ ಸಹಕಾರ ನೀಡಲಿದೆ. ಸಮಾಜದ ಸಮುದಾಯ ಭವನ ನಿರ್ಮಾಣಕ್ಕೆ ಅನುದಾನ ಒದಗಿಸಲಾಗುವುದು. ಯುವಜನರು ಶಿಕ್ಷಣಕ್ಕೆ ಹೆಚ್ಚಿನ ಆದ್ಯತೆ ನೀಡಬೇಕು ಎಂದು ಸಲಹೆ ನೀಡಿದರು. ಕಾರ್ಯಕ್ರಮದಲ್ಲಿ ತಹಸೀಲ್ದಾರ್, ತಾಲೂಕು ಪಂಚಾಯಿತಿ ಕಾರ್ಯನಿರ್ವಾಹಕ ಅಧಿಕಾರಿ, ಸಮಾಜದ ಮುಖಂಡರು ಉಪಸ್ಥಿತರಿದ್ದರು.: [584, 552, 744, 599]
article-workers: [428, 62, 746, 328]
article-vishwakarma-p4: ಈ ಸಂದರ್ಭದಲ್ಲಿ ಸಮಾಜದ ಸಾಧಕರನ್ನು ಸನ್ಮಾನಿಸಲಾಯಿತು. ವಿಶ್ವಕರ್ಮ ಸಮಾಜದ ಅಧ್ಯಕ್ಷರು ಮಾತನಾಡಿ, ಸಮಾಜವು ಆರ್ಥಿಕವಾಗಿ ಹಿಂದುಳಿದಿದ್ದು ಸರ್ಕಾರದ ಯೋಜನೆಗಳು ಸಮರ್ಪಕವಾಗಿ ತಲುಪಬೇಕು ಎಂದು ಮನವಿ ಮಾಡಿದರು.: [420, 552, 578, 589]
article-accident-p1b: ಮಂಡ್ಯ: ಮಂಡ್ಯದ ನಾಗಮಂಗಲ ಬಳಿ ಖಾಸಗಿ ಬಸ್ ಹಾಗೂ ಕೆಎಸ್‌ಆರ್‌ಟಿಸಿ ಬಸ್ ನಡುವೆ ಡಿಕ್ಕಿ ಸಂಭವಿಸಿ 20ಕ್ಕೂ ಹೆಚ್ಚು ಜನರು ಗಂಭೀರವಾಗಿ ಗಾಯಗೊಂಡಿದ್ದಾರೆ. ಗಾಯಾಳುಗಳನ್ನು ಸಮೀಪದ ಆಸ್ಪತ್ರೆಗೆ ದಾಖಲಿಸಲಾಗಿದೆ. ಸ್ಥಳಕ್ಕೆ ಪೊಲೀಸರು ಭೇಟಿ ನೀಡಿ ಪರಿಶೀಲನೆ ನಡೆಸಿದ್ದಾರೆ.: [6, 902, 162, 940]
article-cm-case-headline-2: ತಟ್ಟಿರುವ ಸ್ನೇಹಮಯಿ ಕೃಷ್ಣ: [53, 356, 199, 377]
article-helicopter-dateline: ಕೋಲಾರ: [476, 1207, 496, 1215]
article-adijambava-p1: ಗ್ರಾಮಾಂತರ: ಕರ್ನಾಟಕ ಆದಿಜಾಂಬವ ಅಭಿವೃದ್ಧಿ ನಿಗಮದಿಂದ ಬೆಂಗಳೂರು ಗ್ರಾಮಾಂತರ ಜಿಲ್ಲೆಯಲ್ಲಿ ಅನುಷ್ಠಾನಗೊಳ್ಳುತ್ತಿರುವ 2024-25ನೇ ಸಾಲಿನ ಕಲ್ಯಾಣ ಯೋಜನೆಗಳ ಸೌಲಭ್ಯ ಪಡೆಯಲು ಜಾತಿಯ ಜನರ ಅರ್ಹ ಅಭ್ಯರ್ಥಿಗಳಿಂದ ಸ್ವಯಂ ಉದ್ಯೋಗ-ನೇರಸಾಲ ಯೋಜನೆ, ಉದ್ಯಮ ಶೀಲತಾ ಅಭಿವೃದ್ಧಿ ಯೋಜನೆ-1 (ಘಟಕ ವೆಚ್ಚ ರೂ.1.00 ಲಕ್ಷ), ಉದ್ಯಮ ಶೀಲತಾ ಅಭಿವೃದ್ಧಿ ಯೋಜನೆ-2 (ಸಹಾಯಧನ ಗರಿಷ್ಠ ರೂ.2.00 ಲಕ್ಷ), ಉದ್ಯಮ ಶೀಲತಾ ಅಭಿವೃದ್ಧಿ ಯೋಜನೆ-3 ಹಾಗೂ ಭೂ ಒಡೆತನ ಯೋಜನೆಗೆ ಅರ್ಜಿ ಆಹ್ವಾನಿಸಲಾಗಿದೆ.: [8, 98, 279, 174]
masthead-logo-part1: ಸಂಜೆ: [754, 6, 788, 30]
divider: [711, 1267, 939, 1268]
article-workers-p2c: ಬೆಂಗಳೂರು ಗ್ರಾಮಾಂತರ ಜಿಲ್ಲೆಯ ಅಸಂಘಟಿತ ಕಾರ್ಮಿಕರು ತಮ್ಮ ಹತ್ತಿರದ ಗ್ರಾಮ ಒನ್, ಕರ್ನಾಟಕ ಒನ್, ಬೆಂಗಳೂರು ಒನ್ ಹಾಗೂ ಸಾಮಾನ್ಯ ಸೇವಾ ಕೇಂದ್ರಗಳಲ್ಲಿ ನೋಂದಾಯಿಸಿಕೊಳ್ಳಬಹುದು. ಹೆಚ್ಚಿನ ಮಾಹಿತಿಗಾಗಿ ಜಿಲ್ಲಾ ಕಾರ್ಮಿಕ ಅಧಿಕಾರಿಗಳ ಕಚೇರಿಯನ್ನು ಸಂಪರ್ಕಿಸುವಂತೆ ಪ್ರಕಟಣೆಯಲ್ಲಿ ತಿಳಿಸಿದ್ದಾರೆ.: [634, 161, 744, 227]
article-vishwakarma-p1: ವಿಶ್ವಕರ್ಮ ಎಂಬುದು ಕೇವಲ ಒಂದು ಜಾತಿಯಲ್ಲ, ಅದು ಭಾರತೀಯ ಕಲೆ, ಸಂಸ್ಕೃತಿ, ವಾಸ್ತುಶಿಲ್ಪದ ಪ್ರತೀಕವಾಗಿದೆ ಎಂದು ರೇಷ್ಮೆ ಮತ್ತು ಪಶುಸಂಗೋಪನಾ ಖಾತೆ ಸಚಿವ ಕೆ.ವೆಂಕಟೇಶ್ ತಿಳಿಸಿದರು.: [258, 400, 416, 428]
crowd-photo: [6, 1038, 162, 1142]
section-rule: [4, 330, 746, 332]
column-rule: [463, 1151, 464, 1487]
article-anganwadi: [752, 752, 942, 964]
hospital-seal: [713, 1239, 729, 1255]
masthead-divider: [902, 4, 904, 52]
article-helicopter-headline-2: ಮಾಡಿದ ಹೆಲಿಕಾಪ್ಟರ್: [520, 1175, 648, 1198]
article-pakistan-headline: ಪಾಕಿಸ್ತಾನ ಪ್ರಜೆಯ ಬಂಧನ: [172, 825, 291, 841]
article-vishwakarma-p4b: ಈ ಸಂದರ್ಭದಲ್ಲಿ ಸಮಾಜದ ಸಾಧಕರನ್ನು ಸನ್ಮಾನಿಸಲಾಯಿತು. ವಿಶ್ವಕರ್ಮ ಸಮಾಜದ ಅಧ್ಯಕ್ಷರು ಮಾತನಾಡಿ, ಸಮಾಜವು ಆರ್ಥಿಕವಾಗಿ ಹಿಂದುಳಿದಿದ್ದು ಸರ್ಕಾರದ ಯೋಜನೆಗಳು ಸಮರ್ಪಕವಾಗಿ ತಲುಪಬೇಕು ಎಂದು ಮನವಿ ಮಾಡಿದರು.: [584, 601, 744, 639]
article-adijambava-dateline: ಬೆಂಗಳೂರು: [16, 98, 41, 106]
article-cm-case-p1b: ಮೈಸೂರು: ಮುಡಾದಲ್ಲಿ ಮುಖ್ಯಮಂತ್ರಿ ಸಿದ್ದರಾಮಯ್ಯ ಅವರ ಪತ್ನಿ ಪಾರ್ವತಿ ಅವರಿಗೆ ನಿವೇಶನ ಹಂಚಿಕೆ ಸಂಬಂಧ ದೂರು ನೀಡಿರುವ ಸಾಮಾಜಿಕ ಕಾರ್ಯಕರ್ತ ಸ್ನೇಹಮಯಿ ಕೃಷ್ಣ ವಿರುದ್ಧ ಕ್ರಿಮಿನಲ್ ಪ್ರಕರಣ ದಾಖಲಾಗಿದೆ. ಸರ್ಕಾರಿ ಅಧಿಕಾರಿಗೆ ಬೆದರಿಕೆ ಹಾಕಿದ ಆರೋಪದ ಮೇಲೆ ಪ್ರಕರಣ ದಾಖಲಿಸಲಾಗಿದೆ.: [6, 418, 246, 565]
article-flyover-headline-2: ವಾಹನ ಸಂಚಾರ ನಿರ್ಬಂಧ ಸಾಧ್ಯತೆ: [451, 847, 671, 872]
masthead: [752, 4, 942, 58]
masthead-date: 1.10.2024: [846, 45, 882, 53]
article-welfare-p2b: ಅರ್ಜಿದಾರರ ವಯೋಮಿತಿ 60 ವರ್ಷ ಮೀರಿರಬಾರದು. ಭರ್ತಿ ಮಾಡಿದ ಅರ್ಜಿಗಳನ್ನು ನಿರ್ದೇಶಕರು, ಸೈನಿಕ ಕಲ್ಯಾಣ ಮತ್ತು ಪುನರ್ವಸತಿ ಇಲಾಖೆ, ನಂ. 58, ಫೀಲ್ಡ್ ಮಾರ್ಷಲ್ ಕೆ.ಎಂ. ಕಾರಿಯಪ್ಪ ಭವನ, ಬೆಂಗಳೂರು-560 025 ಇಲ್ಲಿಗೆ ಕಳುಹಿಸಬೇಕು. ದೂರವಾಣಿ ಸಂಖ್ಯೆ 080-25589459 ಸಂಪರ್ಕಿಸಬಹುದು ಎಂದು ಪ್ರಕಟಣೆ ತಿಳಿಸಿದೆ.: [754, 253, 940, 290]
section-rule: [4, 820, 746, 822]
article-helicopter-p2b: ಹೆಲಿಕಾಪ್ಟರ್ ಕಂಡ ಸ್ಥಳೀಯರು ಕುತೂಹಲದಿಂದ ಸ್ಥಳಕ್ಕೆ ಜಮಾಯಿಸಿದ್ದರು. ಪೈಲಟ್‌ಗಳು ಸುರಕ್ಷಿತವಾಗಿದ್ದು ಯಾವುದೇ ಅನಾಹುತ ಸಂಭವಿಸಿಲ್ಲ. ವಾಯುಪಡೆಯ ತಾಂತ್ರಿಕ ತಂಡ ಸ್ಥಳಕ್ಕೆ ಆಗಮಿಸಿ ದುರಸ್ತಿ ಕಾರ್ಯ ಕೈಗೊಂಡಿದೆ. ಸ್ಥಳಕ್ಕೆ ಪೊಲೀಸರು ಭೇಟಿ ನೀಡಿ ಭದ್ರತೆ ಒದಗಿಸಿದ್ದಾರೆ.: [588, 1256, 700, 1313]
tender-ad-title-1: ಸಾರ್ವಜನಿಕ ಆಸ್ಪತ್ರೆ, ಕೆ.ಆರ್. ಪುರ: [784, 1238, 886, 1248]
article-welfare-headline: ಸೈನಿಕ ಕಲ್ಯಾಣ, ಪುನರ್ವಸತಿ ಇಲಾಖೆಯ ನಿರ್ದೇಶಕರ ಹುದ್ದೆಗಾಗಿ ಅರ್ಜಿ ಆಹ್ವಾನ: [752, 62, 942, 128]
article-cm-case-headline-1: ಸಿಎಂ ವಿರುದ್ಧ ತೊಡೆ: [71, 337, 181, 357]
tender-ad-schedule-2: 2) ಟೆಂಡರ್ ಸಲ್ಲಿಸಲು ಕೊನೆಯ ದಿನಾಂಕ: 21.10.2024 ಸಂಜೆ 5:30 ರವರೆಗೆ: [713, 1424, 862, 1431]
article-cm-case-p1c: ಮೈಸೂರು: ಮುಡಾದಲ್ಲಿ ಮುಖ್ಯಮಂತ್ರಿ ಸಿದ್ದರಾಮಯ್ಯ ಅವರ ಪತ್ನಿ ಪಾರ್ವತಿ ಅವರಿಗೆ ನಿವೇಶನ ಹಂಚಿಕೆ ಸಂಬಂಧ ದೂರು ನೀಡಿರುವ ಸಾಮಾಜಿಕ ಕಾರ್ಯಕರ್ತ ಸ್ನೇಹಮಯಿ ಕೃಷ್ಣ ವಿರುದ್ಧ ಕ್ರಿಮಿನಲ್ ಪ್ರಕರಣ ದಾಖಲಾಗಿದೆ. ಸರ್ಕಾರಿ ಅಧಿಕಾರಿಗೆ ಬೆದರಿಕೆ ಹಾಕಿದ ಆರೋಪದ ಮೇಲೆ ಪ್ರಕರಣ ದಾಖಲಿಸಲಾಗಿದೆ.: [130, 508, 246, 565]
tender-ad: [708, 1234, 942, 1487]
